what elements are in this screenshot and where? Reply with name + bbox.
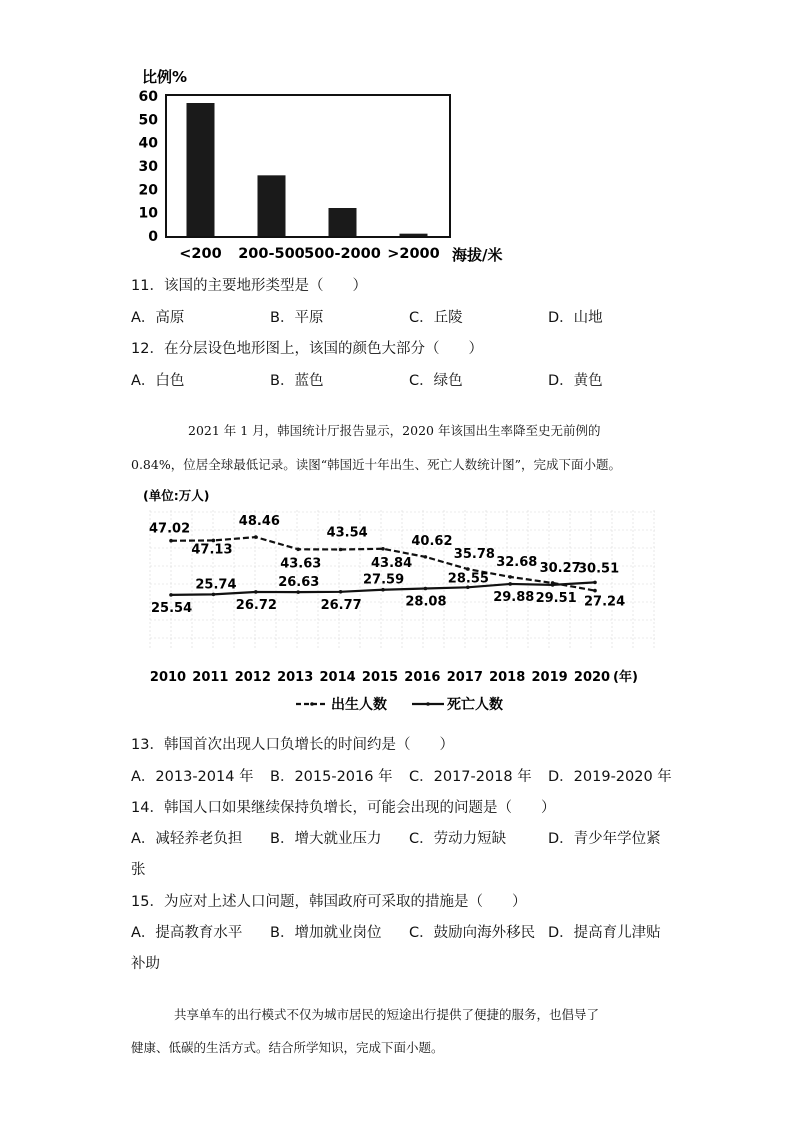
birth-point: [169, 539, 173, 543]
death-point: [212, 593, 216, 597]
legend-death-marker: [426, 702, 430, 706]
death-data-label: 29.51: [535, 590, 577, 606]
x-tick-label: 200-500: [238, 246, 305, 262]
birth-data-label: 32.68: [496, 554, 538, 570]
birth-data-label: 27.24: [584, 594, 626, 610]
death-point: [424, 587, 428, 591]
question-15-stem: 15．为应对上述人口问题，韩国政府可采取的措施是（ ）: [131, 894, 527, 910]
q15-option-d-wrap: 补助: [131, 956, 160, 972]
x-tick-label: >2000: [387, 246, 440, 262]
bar: [258, 175, 286, 236]
death-point: [339, 590, 343, 594]
intro-paragraph-2-line-2: 健康、低碳的生活方式。结合所学知识，完成下面小题。: [131, 1040, 444, 1055]
question-11-stem: 11．该国的主要地形类型是（ ）: [131, 278, 367, 294]
birth-data-label: 47.13: [191, 542, 233, 558]
birth-point: [254, 535, 258, 539]
x-tick-label: 2012: [234, 670, 271, 685]
y-ticks: [139, 89, 159, 245]
death-data-label: 26.63: [278, 575, 320, 591]
birth-data-label: 35.78: [453, 547, 495, 563]
bars: [187, 103, 428, 236]
q11-option-c[interactable]: C．丘陵: [409, 310, 463, 326]
x-tick-label: 2013: [277, 670, 314, 685]
death-data-label: 28.08: [405, 594, 447, 610]
y-tick-label: 40: [138, 135, 158, 152]
q12-option-d[interactable]: D．黄色: [548, 373, 603, 389]
birth-point: [424, 555, 428, 559]
y-tick-label: 60: [138, 89, 158, 105]
legend-death-label: 死亡人数: [447, 697, 503, 713]
q12-option-b[interactable]: B．蓝色: [270, 373, 324, 389]
death-data-label: 26.72: [235, 597, 277, 613]
y-tick-label: 0: [148, 229, 158, 245]
q11-option-a[interactable]: A．高原: [131, 310, 185, 326]
legend-birth-label: 出生人数: [331, 697, 387, 713]
q14-option-d[interactable]: D．青少年学位紧: [548, 831, 661, 847]
y-tick-label: 20: [138, 182, 158, 199]
death-data-label: 27.59: [363, 572, 405, 588]
x-tick-label: 2016: [404, 670, 441, 685]
x-tick-label: 2011: [192, 670, 229, 685]
y-axis-label: 比例%: [142, 68, 188, 86]
death-data-label: 26.77: [320, 597, 362, 613]
intro-paragraph-1-line-2: 0.84%，位居全球最低记录。读图“韩国近十年出生、死亡人数统计图”，完成下面小题。: [131, 457, 621, 472]
question-13-stem: 13．韩国首次出现人口负增长的时间约是（ ）: [131, 737, 454, 753]
elevation-bar-chart: [0, 0, 794, 270]
death-point: [296, 590, 300, 594]
birth-point: [593, 589, 597, 593]
q12-option-a[interactable]: A．白色: [131, 373, 185, 389]
legend-birth-marker: [310, 702, 314, 706]
death-point: [254, 590, 258, 594]
q14-option-c[interactable]: C．劳动力短缺: [409, 831, 507, 847]
birth-point: [339, 548, 343, 552]
bar: [400, 234, 428, 236]
intro-paragraph-1-line-1: 2021 年 1 月，韩国统计厅报告显示，2020 年该国出生率降至史无前例的: [188, 423, 601, 438]
birth-data-label: 30.27: [539, 560, 581, 576]
unit-label: (单位:万人): [143, 488, 210, 503]
x-tick-label: 2019: [531, 670, 568, 685]
bar: [187, 103, 215, 236]
birth-data-label: 43.54: [326, 525, 368, 541]
y-tick-label: 10: [138, 205, 158, 222]
x-tick-label: 2014: [319, 670, 356, 685]
birth-point: [296, 547, 300, 551]
x-axis-label: 海拔/米: [452, 246, 503, 264]
q13-option-d[interactable]: D．2019-2020 年: [548, 769, 672, 785]
x-tick-label: 2020: [573, 670, 611, 685]
x-tick-label: 500-2000: [304, 246, 381, 262]
death-data-label: 29.88: [493, 589, 535, 605]
q11-option-d[interactable]: D．山地: [548, 310, 603, 326]
q14-option-b[interactable]: B．增大就业压力: [270, 831, 382, 847]
question-12-stem: 12．在分层设色地形图上，该国的颜色大部分（ ）: [131, 341, 483, 357]
q13-option-c[interactable]: C．2017-2018 年: [409, 769, 532, 785]
q14-option-d-wrap: 张: [131, 862, 146, 878]
birth-point: [381, 547, 385, 551]
x-ticks: [179, 246, 439, 262]
death-data-label: 25.74: [195, 577, 237, 593]
y-tick-label: 30: [138, 159, 158, 175]
q15-option-a[interactable]: A．提高教育水平: [131, 925, 243, 941]
q15-option-d[interactable]: D．提高育儿津贴: [548, 925, 661, 941]
death-data-label: 30.51: [578, 561, 620, 577]
q11-option-b[interactable]: B．平原: [270, 310, 324, 326]
intro-paragraph-2-line-1: 共享单车的出行模式不仅为城市居民的短途出行提供了便捷的服务，也倡导了: [174, 1007, 600, 1022]
q15-option-c[interactable]: C．鼓励向海外移民: [409, 925, 536, 941]
bar: [329, 208, 357, 236]
death-point: [381, 588, 385, 592]
x-tick-label: 2017: [446, 670, 483, 685]
death-point: [593, 581, 597, 585]
x-ticks: [150, 670, 610, 685]
x-tick-label: 2015: [361, 670, 399, 685]
y-tick-label: 50: [138, 112, 158, 129]
x-tick-label: 2018: [489, 670, 526, 685]
death-data-label: 28.55: [447, 571, 489, 587]
question-14-stem: 14．韩国人口如果继续保持负增长，可能会出现的问题是（ ）: [131, 800, 556, 816]
q12-option-c[interactable]: C．绿色: [409, 373, 463, 389]
birth-data-label: 47.02: [149, 521, 191, 537]
data-labels: [149, 514, 625, 616]
birth-point: [508, 575, 512, 579]
q13-option-b[interactable]: B．2015-2016 年: [270, 769, 393, 785]
birth-data-label: 40.62: [411, 533, 453, 549]
legend: [296, 696, 503, 713]
q13-option-a[interactable]: A．2013-2014 年: [131, 769, 254, 785]
x-unit-label: (年): [613, 670, 638, 685]
death-data-label: 25.54: [151, 600, 193, 616]
birth-data-label: 43.63: [280, 556, 322, 572]
x-tick-label: 2010: [149, 670, 187, 685]
population-line-chart: [0, 480, 794, 720]
q14-option-a[interactable]: A．减轻养老负担: [131, 831, 243, 847]
x-tick-label: <200: [179, 246, 222, 262]
birth-data-label: 48.46: [238, 514, 280, 530]
death-point: [551, 583, 555, 587]
death-point: [169, 593, 173, 597]
q15-option-b[interactable]: B．增加就业岗位: [270, 925, 382, 941]
death-point: [508, 582, 512, 586]
birth-data-label: 43.84: [371, 555, 413, 571]
